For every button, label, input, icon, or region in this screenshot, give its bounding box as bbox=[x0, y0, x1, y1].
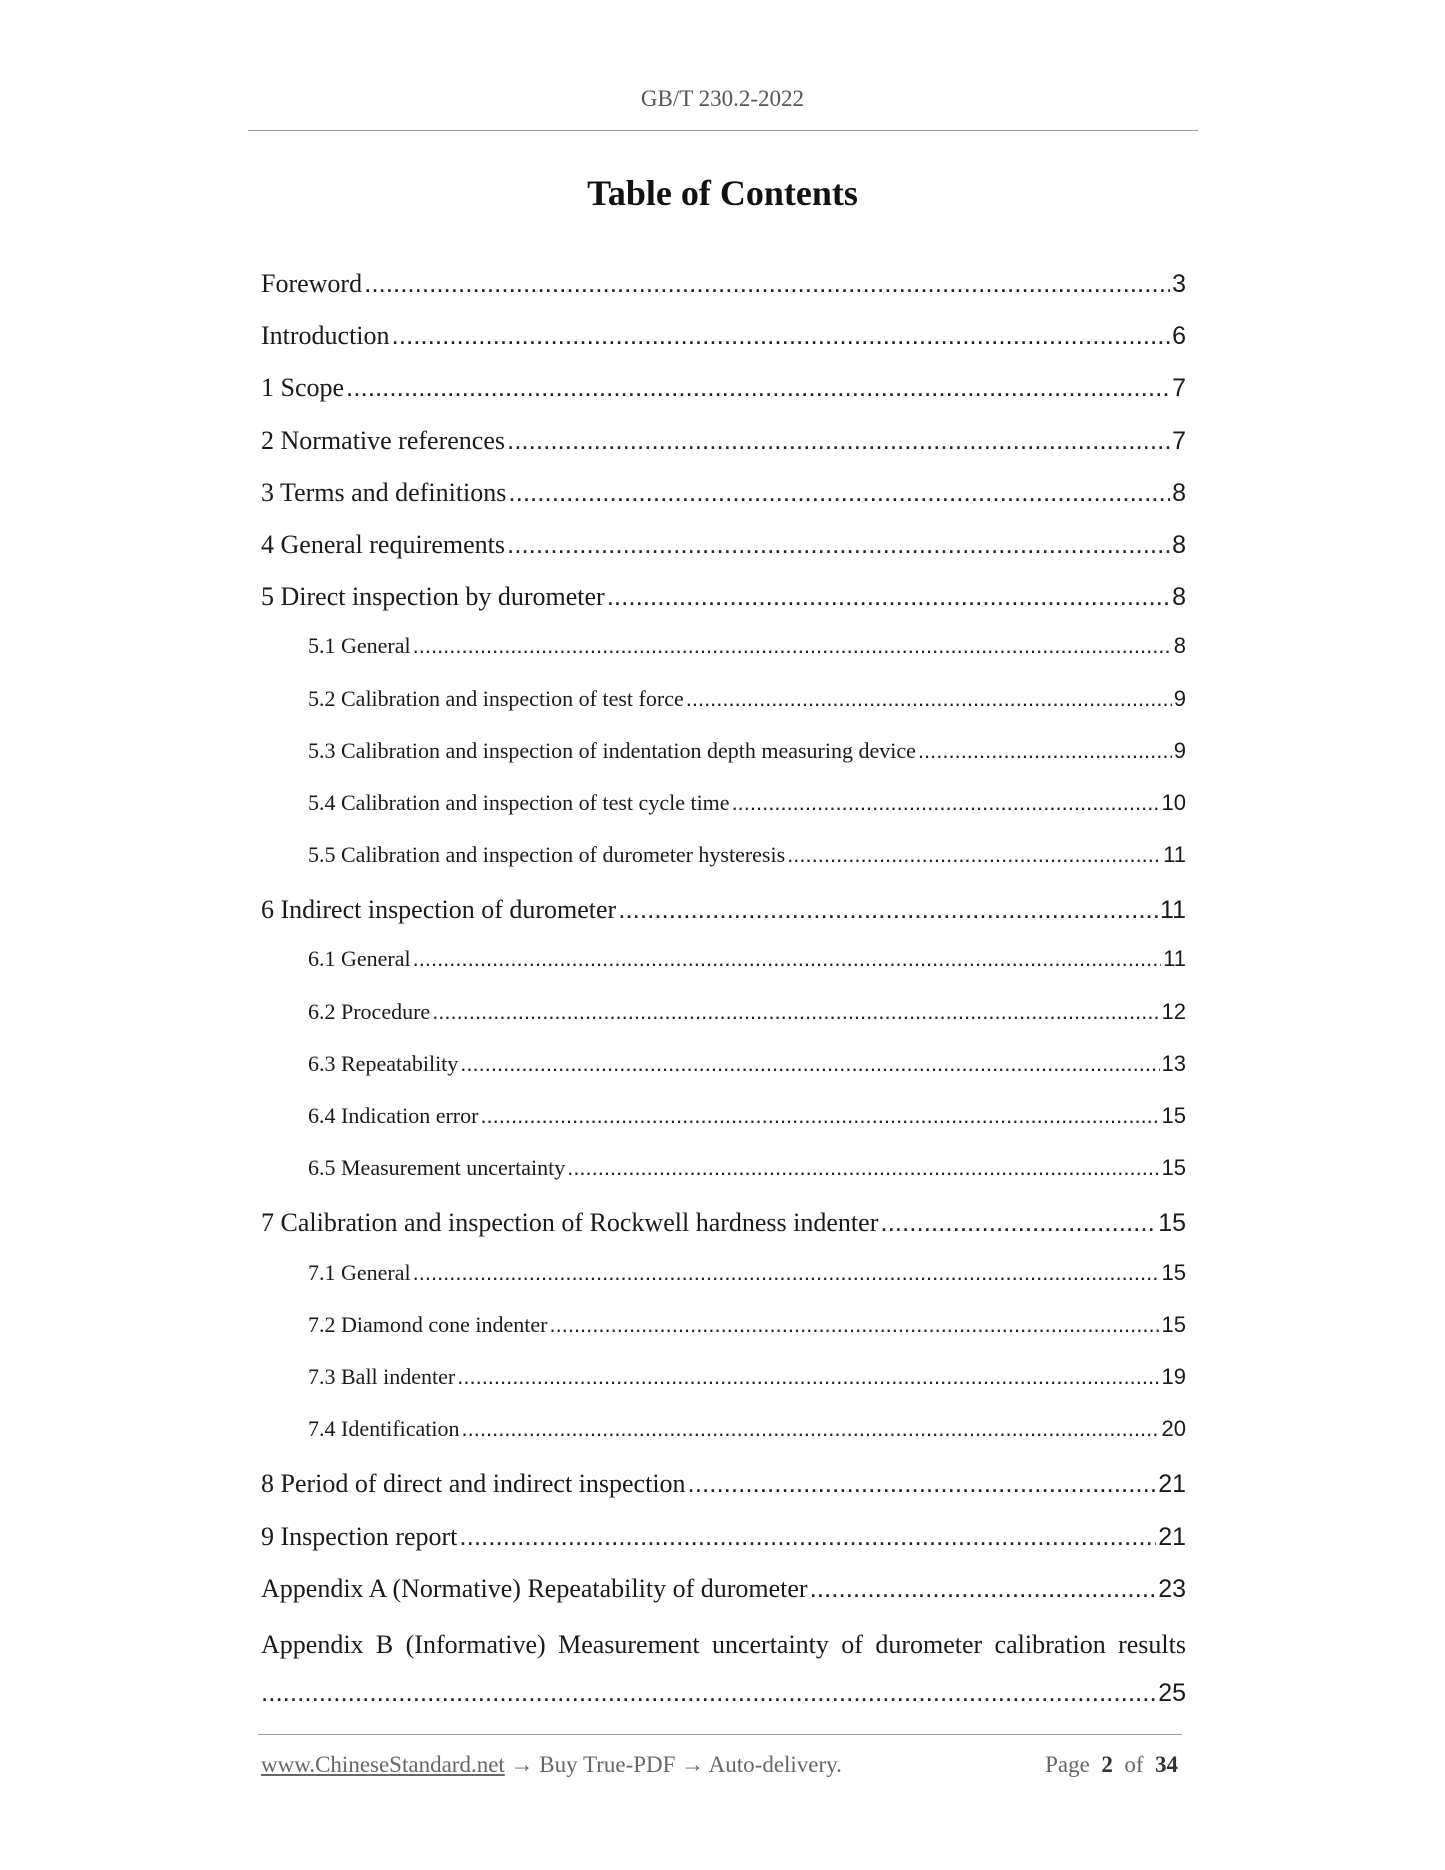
toc-entry-label: 5.5 Calibration and inspection of durometer hysteresis bbox=[308, 842, 786, 868]
dot-leader bbox=[261, 1677, 1156, 1708]
promo-text: → Buy True-PDF → Auto-delivery. bbox=[510, 1752, 842, 1777]
current-page: 2 bbox=[1101, 1752, 1113, 1777]
toc-entry[interactable] bbox=[261, 790, 1186, 842]
toc-entry-label: Foreword bbox=[261, 269, 363, 298]
toc-entry-page: 8 bbox=[1172, 478, 1186, 507]
toc-entry[interactable] bbox=[261, 1625, 1186, 1729]
dot-leader bbox=[507, 425, 1170, 456]
toc-entry-page: 15 bbox=[1161, 1259, 1186, 1285]
toc-entry-label: Appendix A (Normative) Repeatability of durometer bbox=[261, 1573, 808, 1603]
toc-entry-label: 8 Period of direct and indirect inspection bbox=[261, 1469, 686, 1499]
toc-entry-page: 15 bbox=[1158, 1209, 1186, 1238]
toc-entry[interactable] bbox=[261, 1155, 1186, 1207]
toc-entry[interactable] bbox=[261, 1051, 1186, 1103]
dot-leader bbox=[688, 1468, 1157, 1499]
dot-leader bbox=[618, 894, 1158, 925]
toc-entry[interactable] bbox=[261, 633, 1186, 685]
toc-entry-page: 10 bbox=[1161, 789, 1186, 815]
toc-entry[interactable] bbox=[261, 1103, 1186, 1155]
toc-entry-page: 6 bbox=[1172, 322, 1186, 351]
toc-entry[interactable] bbox=[261, 320, 1186, 372]
toc-entry-page: 15 bbox=[1161, 1155, 1186, 1181]
toc-entry-page: 8 bbox=[1172, 530, 1186, 559]
toc-entry-page: 3 bbox=[1172, 270, 1186, 298]
toc-entry-page: 25 bbox=[1158, 1679, 1186, 1708]
document-code: GB/T 230.2-2022 bbox=[640, 86, 805, 111]
toc-entry-label: Appendix B (Informative) Measurement uncertainty of durometer calibration results bbox=[261, 1629, 1186, 1659]
toc-entry-page: 23 bbox=[1158, 1574, 1186, 1603]
page-word: Page bbox=[1045, 1752, 1090, 1777]
toc-entry[interactable] bbox=[261, 1521, 1186, 1573]
dot-leader bbox=[346, 372, 1170, 403]
toc-entry-label: 5.2 Calibration and inspection of test force bbox=[308, 685, 684, 711]
toc-entry-label: 5.4 Calibration and inspection of test cycle time bbox=[308, 789, 730, 815]
toc-entry[interactable] bbox=[261, 946, 1186, 998]
toc-entry-page: 15 bbox=[1161, 1311, 1186, 1337]
site-link[interactable]: www.ChineseStandard.net bbox=[261, 1752, 505, 1777]
toc-entry[interactable] bbox=[261, 477, 1186, 529]
dot-leader bbox=[413, 1260, 1160, 1286]
toc-entry[interactable] bbox=[261, 842, 1186, 894]
toc-entry-label: 3 Terms and definitions bbox=[261, 477, 507, 507]
toc-entry-label: 7.1 General bbox=[308, 1259, 411, 1285]
dot-leader bbox=[480, 1103, 1159, 1129]
toc-entry[interactable] bbox=[261, 372, 1186, 424]
toc-entry-label: 9 Inspection report bbox=[261, 1521, 458, 1551]
toc-entry[interactable] bbox=[261, 1312, 1186, 1364]
toc-entry[interactable] bbox=[261, 425, 1186, 477]
dot-leader bbox=[810, 1573, 1157, 1604]
toc-entry-page: 7 bbox=[1172, 426, 1186, 455]
toc-entry-label: Introduction bbox=[261, 321, 390, 351]
toc-entry-label: 7.4 Identification bbox=[308, 1416, 460, 1442]
toc-entry-label: 5 Direct inspection by durometer bbox=[261, 582, 605, 612]
toc-entry-page: 8 bbox=[1172, 583, 1186, 612]
toc-entry[interactable] bbox=[261, 894, 1186, 946]
toc-entry-label: 7.3 Ball indenter bbox=[308, 1363, 456, 1389]
toc-entry-page: 12 bbox=[1161, 998, 1186, 1024]
toc-entry-page: 9 bbox=[1173, 737, 1186, 763]
toc-entry[interactable] bbox=[261, 738, 1186, 790]
dot-leader bbox=[460, 1051, 1159, 1077]
toc-entry-page: 11 bbox=[1160, 896, 1186, 925]
toc-entry-label: 1 Scope bbox=[261, 373, 345, 403]
dot-leader bbox=[918, 738, 1172, 764]
toc-entry-page: 20 bbox=[1161, 1416, 1186, 1442]
page-indicator bbox=[1045, 1752, 1178, 1778]
toc-entry-page: 8 bbox=[1173, 633, 1186, 659]
toc-entry-label: 2 Normative references bbox=[261, 425, 505, 455]
toc-entry-page: 11 bbox=[1163, 946, 1186, 972]
dot-leader bbox=[686, 686, 1172, 712]
dot-leader bbox=[432, 999, 1159, 1025]
table-of-contents bbox=[261, 268, 1186, 1729]
dot-leader bbox=[880, 1207, 1156, 1238]
toc-entry-label: 6.1 General bbox=[308, 946, 411, 972]
toc-entry-label: 5.1 General bbox=[308, 633, 411, 659]
toc-entry-page: 7 bbox=[1172, 374, 1186, 403]
toc-entry[interactable] bbox=[261, 1364, 1186, 1416]
toc-entry-label: 6.4 Indication error bbox=[308, 1103, 479, 1128]
page-title: Table of Contents bbox=[587, 173, 858, 213]
dot-leader bbox=[732, 790, 1160, 816]
footer-promo bbox=[261, 1752, 842, 1778]
toc-entry-label: 4 General requirements bbox=[261, 529, 506, 559]
toc-entry-label: 7.2 Diamond cone indenter bbox=[308, 1311, 548, 1337]
header-divider bbox=[248, 130, 1198, 131]
of-word: of bbox=[1124, 1752, 1144, 1777]
toc-entry-page: 21 bbox=[1158, 1470, 1186, 1499]
dot-leader bbox=[508, 477, 1170, 508]
toc-entry[interactable] bbox=[261, 999, 1186, 1051]
toc-entry-label: 6.2 Procedure bbox=[308, 998, 431, 1024]
dot-leader bbox=[507, 529, 1170, 560]
toc-entry-label: 7 Calibration and inspection of Rockwell hardness indenter bbox=[261, 1208, 879, 1238]
dot-leader bbox=[462, 1416, 1160, 1442]
dot-leader bbox=[459, 1521, 1156, 1552]
toc-entry-label: 5.3 Calibration and inspection of indentation depth measuring device bbox=[308, 737, 916, 763]
dot-leader bbox=[550, 1312, 1160, 1338]
toc-entry-page: 15 bbox=[1161, 1103, 1186, 1128]
toc-entry[interactable] bbox=[261, 1207, 1186, 1259]
toc-entry-label: 6.3 Repeatability bbox=[308, 1050, 459, 1076]
dot-leader bbox=[457, 1364, 1159, 1390]
toc-entry-page: 13 bbox=[1161, 1050, 1186, 1076]
toc-entry-page: 21 bbox=[1158, 1522, 1186, 1551]
toc-entry-page: 9 bbox=[1173, 685, 1186, 711]
toc-entry-label: 6 Indirect inspection of durometer bbox=[261, 895, 617, 925]
dot-leader bbox=[607, 581, 1170, 612]
toc-entry[interactable] bbox=[261, 1468, 1186, 1520]
toc-entry-page: 11 bbox=[1163, 842, 1186, 868]
dot-leader bbox=[364, 268, 1170, 299]
total-pages: 34 bbox=[1155, 1752, 1178, 1777]
toc-entry[interactable] bbox=[261, 1416, 1186, 1468]
dot-leader bbox=[567, 1155, 1159, 1181]
toc-entry-page: 19 bbox=[1161, 1363, 1186, 1389]
toc-entry[interactable] bbox=[261, 1260, 1186, 1312]
toc-entry[interactable] bbox=[261, 686, 1186, 738]
footer-divider bbox=[258, 1734, 1182, 1735]
dot-leader bbox=[413, 946, 1162, 972]
dot-leader bbox=[787, 842, 1161, 868]
toc-entry[interactable] bbox=[261, 1573, 1186, 1625]
dot-leader bbox=[413, 633, 1172, 659]
toc-entry[interactable] bbox=[261, 581, 1186, 633]
toc-entry-label: 6.5 Measurement uncertainty bbox=[308, 1155, 566, 1181]
toc-entry[interactable] bbox=[261, 268, 1186, 320]
toc-entry[interactable] bbox=[261, 529, 1186, 581]
dot-leader bbox=[392, 320, 1171, 351]
